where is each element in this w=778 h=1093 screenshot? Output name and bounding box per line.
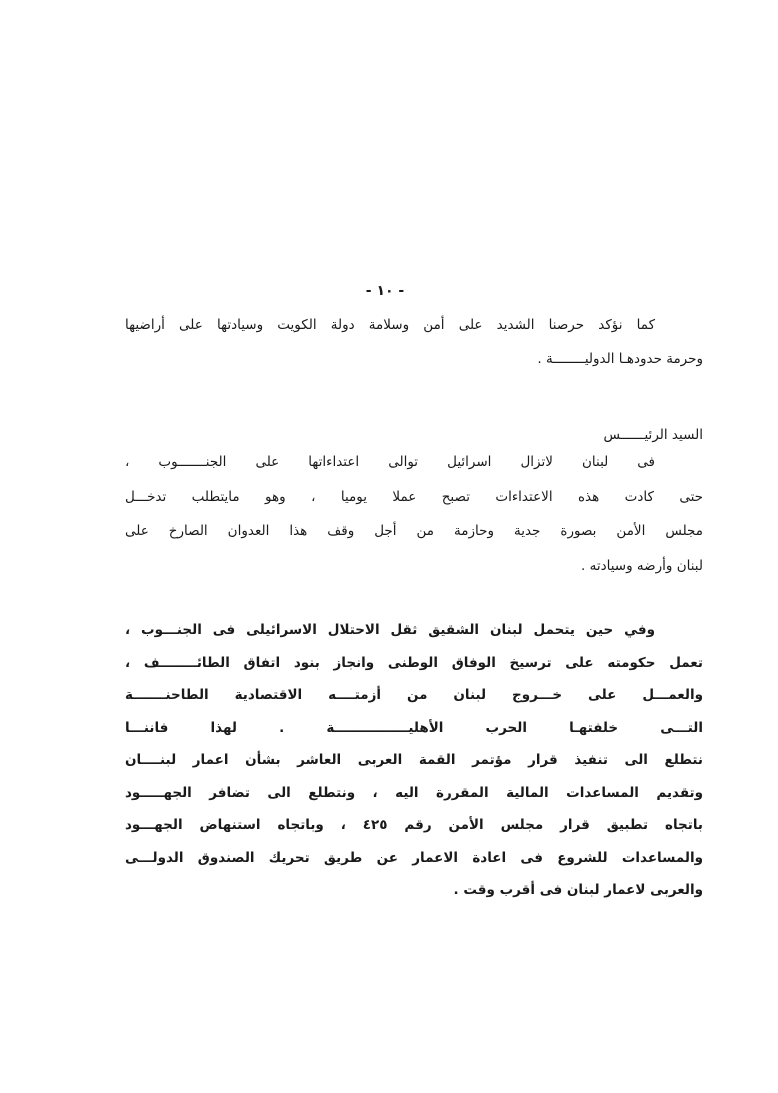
paragraph-lebanon-reconstruction [125,614,703,907]
text-line: كما نؤكد حرصنا الشديد على أمن وسلامة دولة الكويت وسيادتها على أراضيها [125,317,655,333]
text-line: نتطلع الى تنفيذ قرار مؤتمر القمة العربى العاشر بشأن اعمار لبنــــان [125,752,703,768]
text-line: والعمـــل على خـــروج لبنان من أزمتــــه الاقتصادية الطاحنـــــــة [125,687,703,703]
paragraph-lebanon-south [125,445,703,583]
text-line: وحرمة حدودهـا الدوليــــــــة . [537,351,703,367]
section-heading: السيد الرئيــــــس [603,427,703,443]
text-line: حتى كادت هذه الاعتداءات تصبح عملا يوميا ، وهو مايتطلب تدخـــل [125,488,703,505]
text-line: والمساعدات للشروع فى اعادة الاعمار عن طريق تحريك الصندوق الدولـــى [125,849,703,866]
page-number: - ١٠ - [365,283,405,299]
text-line: مجلس الأمن بصورة جدية وحازمة من أجل وقف هذا العدوان الصارخ على [125,523,703,539]
text-line: لبنان وأرضه وسيادته . [581,557,703,574]
paragraph-kuwait [125,308,703,376]
text-line: وتقديم المساعدات المالية المقررة اليه ، ونتطلع الى تضافر الجهـــــود [125,784,703,801]
text-line: التـــى خلفتهـا الحرب الأهليــــــــــــــــة . لهذا فاننـــا [125,719,703,736]
text-line: فى لبنان لاتزال اسرائيل توالى اعتداءاتها على الجنـــــــوب ، [125,454,655,470]
text-line: والعربى لاعمار لبنان فى أقرب وقت . [453,882,703,898]
text-line: وفي حين يتحمل لبنان الشقيق ثقل الاحتلال الاسرائيلى فى الجنـــوب ، [125,622,655,638]
text-line: تعمل حكومته على ترسيخ الوفاق الوطنى وانجاز بنود اتفاق الطائــــــــف ، [125,654,703,671]
text-line: باتجاه تطبيق قرار مجلس الأمن رقم ٤٢٥ ، وباتجاه استنهاض الجهـــود [125,817,703,833]
